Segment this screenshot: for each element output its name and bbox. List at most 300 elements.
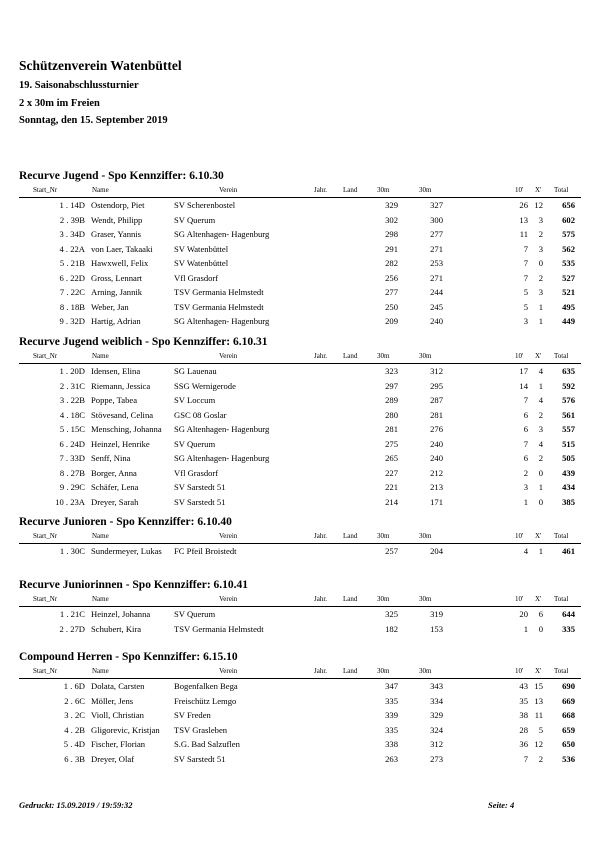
- row-tens-count: 7: [523, 243, 528, 254]
- row-club: Bogenfalken Bega: [174, 681, 238, 691]
- row-club: Vfl Grasdorf: [174, 467, 219, 478]
- column-header-r1: 30m: [377, 667, 390, 675]
- table-row: [19, 752, 581, 767]
- row-club: SG Altenhagen- Hagenburg: [174, 424, 270, 434]
- row-total-score: 521: [562, 287, 575, 297]
- row-total-score: 650: [562, 739, 575, 749]
- row-club: SV Sarstedt 51: [174, 753, 226, 764]
- row-club: SV Loccum: [174, 395, 216, 405]
- row-club: TSV Grasleben: [174, 724, 228, 735]
- row-tens-count: 20: [519, 609, 528, 619]
- column-header-jahr: Jahr.: [314, 186, 328, 194]
- event-title: 19. Saisonabschlussturnier: [19, 80, 139, 91]
- column-header-verein: Verein: [219, 667, 238, 675]
- row-round1-score: 335: [385, 695, 398, 706]
- row-tens-count: 6: [523, 453, 528, 463]
- row-club: SG Lauenau: [174, 366, 217, 376]
- table-row: [19, 737, 581, 752]
- row-club: FC Pfeil Broistedt: [174, 546, 237, 556]
- row-round1-score: 221: [385, 482, 398, 492]
- row-total-score: 505: [562, 453, 575, 463]
- row-tens-count: 43: [519, 681, 528, 691]
- table-row: [19, 227, 581, 242]
- row-round1-score: 282: [385, 258, 398, 268]
- row-round1-score: 250: [385, 301, 398, 312]
- row-name: von Laer, Takaaki: [91, 243, 153, 254]
- row-x-count: 3: [538, 243, 543, 254]
- section-title: Compound Herren - Spo Kennziffer: 6.15.10: [19, 651, 238, 663]
- row-name: Heinzel, Johanna: [91, 609, 151, 619]
- row-start-number: 8 . 18B: [59, 301, 85, 312]
- results-section: [19, 333, 581, 509]
- table-row: [19, 622, 581, 637]
- row-start-number: 5 . 15C: [59, 424, 85, 434]
- row-round2-score: 273: [430, 753, 443, 764]
- column-header-tens: 10': [515, 186, 524, 194]
- row-total-score: 561: [562, 409, 575, 420]
- column-header-start_nr: Start_Nr: [33, 352, 58, 360]
- row-x-count: 1: [538, 482, 543, 492]
- row-round2-score: 329: [430, 710, 443, 720]
- column-header-verein: Verein: [219, 532, 238, 540]
- row-round2-score: 300: [430, 214, 443, 225]
- row-round2-score: 245: [430, 301, 443, 312]
- row-round2-score: 319: [430, 609, 443, 619]
- row-x-count: 1: [538, 380, 543, 391]
- column-header-r1: 30m: [377, 186, 390, 194]
- table-row: [19, 213, 581, 228]
- row-round1-score: 298: [385, 229, 398, 239]
- table-row: [19, 480, 581, 495]
- row-round1-score: 297: [385, 380, 398, 391]
- column-header-land: Land: [343, 186, 358, 194]
- table-row: [19, 393, 581, 408]
- row-round1-score: 263: [385, 753, 398, 764]
- row-round1-score: 289: [385, 395, 398, 405]
- table-row: [19, 285, 581, 300]
- row-tens-count: 7: [523, 395, 528, 405]
- row-tens-count: 1: [523, 623, 528, 634]
- row-club: TSV Germania Helmstedt: [174, 287, 264, 297]
- row-x-count: 0: [538, 258, 543, 268]
- row-start-number: 2 . 39B: [59, 214, 85, 225]
- row-name: Stövesand, Celina: [91, 409, 154, 420]
- row-tens-count: 38: [519, 710, 528, 720]
- row-club: SV Scherenbostel: [174, 200, 236, 210]
- row-start-number: 1 . 30C: [59, 546, 85, 556]
- column-header-jahr: Jahr.: [314, 532, 328, 540]
- column-header-name: Name: [92, 186, 109, 194]
- row-total-score: 635: [562, 366, 575, 376]
- row-name: Sundermeyer, Lukas: [91, 546, 162, 556]
- row-total-score: 659: [562, 724, 575, 735]
- row-start-number: 6 . 22D: [59, 272, 85, 283]
- column-header-total: Total: [554, 186, 569, 194]
- row-start-number: 10 . 23A: [55, 496, 85, 507]
- row-name: Hartig, Adrian: [91, 316, 141, 326]
- row-tens-count: 1: [523, 496, 528, 507]
- row-tens-count: 6: [523, 409, 528, 420]
- row-start-number: 5 . 4D: [63, 739, 85, 749]
- row-name: Dreyer, Olaf: [91, 753, 135, 764]
- column-header-r2: 30m: [419, 595, 432, 603]
- row-total-score: 434: [562, 482, 575, 492]
- column-header-r2: 30m: [419, 532, 432, 540]
- row-name: Weber, Jan: [91, 301, 129, 312]
- row-total-score: 449: [562, 316, 575, 326]
- row-round2-score: 271: [430, 272, 443, 283]
- row-round1-score: 281: [385, 424, 398, 434]
- column-header-row: [19, 594, 581, 607]
- column-header-r2: 30m: [419, 352, 432, 360]
- row-round1-score: 323: [385, 366, 398, 376]
- row-name: Poppe, Tabea: [91, 395, 138, 405]
- row-total-score: 602: [562, 214, 575, 225]
- row-round1-score: 257: [385, 546, 398, 556]
- row-round1-score: 280: [385, 409, 398, 420]
- row-round2-score: 240: [430, 453, 443, 463]
- row-round2-score: 213: [430, 482, 443, 492]
- column-header-land: Land: [343, 595, 358, 603]
- column-header-total: Total: [554, 532, 569, 540]
- row-round2-score: 212: [430, 467, 443, 478]
- row-round1-score: 329: [385, 200, 398, 210]
- row-name: Gross, Lennart: [91, 272, 143, 283]
- row-round2-score: 276: [430, 424, 443, 434]
- row-start-number: 1 . 6D: [63, 681, 85, 691]
- row-total-score: 690: [562, 681, 575, 691]
- row-x-count: 0: [538, 496, 543, 507]
- row-start-number: 3 . 2C: [64, 710, 85, 720]
- row-name: Wendt, Philipp: [91, 214, 143, 225]
- row-total-score: 515: [562, 438, 575, 449]
- column-header-start_nr: Start_Nr: [33, 667, 58, 675]
- row-start-number: 3 . 34D: [59, 229, 85, 239]
- section-title: Recurve Juniorinnen - Spo Kennziffer: 6.10.41: [19, 579, 249, 591]
- table-row: [19, 466, 581, 481]
- row-round1-score: 325: [385, 609, 398, 619]
- column-header-r1: 30m: [377, 595, 390, 603]
- row-name: Ostendorp, Piet: [91, 200, 145, 210]
- row-name: Senff, Nina: [91, 453, 131, 463]
- row-name: Schubert, Kira: [91, 623, 142, 634]
- row-round1-score: 275: [385, 438, 398, 449]
- row-round2-score: 240: [430, 438, 443, 449]
- row-club: SV Watenbüttel: [174, 258, 229, 268]
- row-x-count: 1: [538, 546, 543, 556]
- column-header-x: X': [535, 532, 542, 540]
- row-club: SV Querum: [174, 609, 216, 619]
- printed-timestamp: Gedruckt: 15.09.2019 / 19:59:32: [19, 800, 133, 810]
- row-x-count: 4: [538, 438, 543, 449]
- row-x-count: 11: [534, 710, 543, 720]
- column-header-tens: 10': [515, 667, 524, 675]
- row-club: TSV Germania Helmstedt: [174, 623, 264, 634]
- column-header-name: Name: [92, 532, 109, 540]
- row-round1-score: 339: [385, 710, 398, 720]
- results-section: [19, 513, 581, 559]
- row-start-number: 4 . 2B: [64, 724, 85, 735]
- row-round1-score: 277: [385, 287, 398, 297]
- row-tens-count: 26: [519, 200, 528, 210]
- column-header-verein: Verein: [219, 352, 238, 360]
- row-x-count: 12: [534, 739, 543, 749]
- row-tens-count: 28: [519, 724, 528, 735]
- row-name: Dolata, Carsten: [91, 681, 145, 691]
- table-row: [19, 495, 581, 510]
- row-round2-score: 240: [430, 316, 443, 326]
- row-start-number: 6 . 24D: [59, 438, 85, 449]
- row-round1-score: 227: [385, 467, 398, 478]
- row-total-score: 536: [562, 753, 575, 764]
- row-start-number: 4 . 22A: [59, 243, 85, 254]
- row-total-score: 669: [562, 695, 575, 706]
- column-header-row: [19, 666, 581, 679]
- column-header-x: X': [535, 186, 542, 194]
- table-row: [19, 300, 581, 315]
- row-x-count: 3: [538, 214, 543, 225]
- table-row: [19, 314, 581, 329]
- column-header-jahr: Jahr.: [314, 352, 328, 360]
- row-name: Hawxwell, Felix: [91, 258, 149, 268]
- column-header-row: [19, 351, 581, 364]
- row-total-score: 644: [562, 609, 575, 619]
- row-tens-count: 17: [519, 366, 528, 376]
- row-total-score: 527: [562, 272, 575, 283]
- row-tens-count: 5: [523, 287, 528, 297]
- row-start-number: 8 . 27B: [59, 467, 85, 478]
- event-format: 2 x 30m im Freien: [19, 98, 100, 109]
- row-start-number: 3 . 22B: [59, 395, 85, 405]
- row-name: Schäfer, Lena: [91, 482, 139, 492]
- row-total-score: 592: [562, 380, 575, 391]
- column-header-land: Land: [343, 352, 358, 360]
- row-start-number: 1 . 20D: [59, 366, 85, 376]
- row-x-count: 4: [538, 366, 543, 376]
- row-round1-score: 214: [385, 496, 398, 507]
- row-x-count: 6: [538, 609, 543, 619]
- row-total-score: 576: [562, 395, 575, 405]
- row-name: Borger, Anna: [91, 467, 137, 478]
- column-header-r2: 30m: [419, 667, 432, 675]
- table-row: [19, 198, 581, 213]
- row-x-count: 2: [538, 453, 543, 463]
- row-round2-score: 343: [430, 681, 443, 691]
- row-total-score: 439: [562, 467, 575, 478]
- row-club: SV Freden: [174, 710, 211, 720]
- column-header-tens: 10': [515, 595, 524, 603]
- row-tens-count: 7: [523, 753, 528, 764]
- column-header-start_nr: Start_Nr: [33, 595, 58, 603]
- column-header-total: Total: [554, 667, 569, 675]
- row-round2-score: 153: [430, 623, 443, 634]
- table-row: [19, 723, 581, 738]
- row-total-score: 656: [562, 200, 575, 210]
- column-header-row: [19, 531, 581, 544]
- row-club: Vfl Grasdorf: [174, 272, 219, 283]
- row-x-count: 2: [538, 229, 543, 239]
- event-date: Sonntag, den 15. September 2019: [19, 115, 168, 126]
- row-round1-score: 291: [385, 243, 398, 254]
- row-x-count: 5: [538, 724, 543, 735]
- row-x-count: 2: [538, 753, 543, 764]
- column-header-verein: Verein: [219, 186, 238, 194]
- column-header-tens: 10': [515, 352, 524, 360]
- column-header-land: Land: [343, 667, 358, 675]
- row-tens-count: 4: [523, 546, 528, 556]
- row-total-score: 535: [562, 258, 575, 268]
- row-x-count: 12: [534, 200, 543, 210]
- row-start-number: 2 . 31C: [59, 380, 85, 391]
- row-round2-score: 281: [430, 409, 443, 420]
- row-club: SV Querum: [174, 438, 216, 449]
- row-club: SSG Wernigerode: [174, 380, 236, 391]
- row-round1-score: 338: [385, 739, 398, 749]
- table-row: [19, 256, 581, 271]
- row-start-number: 7 . 22C: [59, 287, 85, 297]
- row-name: Mensching, Johanna: [91, 424, 162, 434]
- row-club: Freischütz Lemgo: [174, 695, 237, 706]
- row-round1-score: 335: [385, 724, 398, 735]
- row-club: GSC 08 Goslar: [174, 409, 227, 420]
- row-x-count: 0: [538, 467, 543, 478]
- row-x-count: 1: [538, 316, 543, 326]
- row-x-count: 4: [538, 395, 543, 405]
- club-title: Schützenverein Watenbüttel: [19, 58, 182, 73]
- row-x-count: 1: [538, 301, 543, 312]
- row-name: Möller, Jens: [91, 695, 134, 706]
- row-tens-count: 5: [523, 301, 528, 312]
- row-club: SG Altenhagen- Hagenburg: [174, 453, 270, 463]
- row-name: Dreyer, Sarah: [91, 496, 139, 507]
- row-club: SV Watenbüttel: [174, 243, 229, 254]
- row-start-number: 5 . 21B: [59, 258, 85, 268]
- row-round2-score: 244: [430, 287, 443, 297]
- row-tens-count: 11: [519, 229, 528, 239]
- row-total-score: 461: [562, 546, 575, 556]
- row-club: S.G. Bad Salzuflen: [174, 739, 240, 749]
- row-start-number: 1 . 14D: [59, 200, 85, 210]
- row-name: Gligorevic, Kristjan: [91, 724, 160, 735]
- row-round2-score: 312: [430, 739, 443, 749]
- row-club: SG Altenhagen- Hagenburg: [174, 316, 270, 326]
- row-round2-score: 312: [430, 366, 443, 376]
- row-total-score: 668: [562, 710, 575, 720]
- row-name: Violl, Christian: [91, 710, 144, 720]
- row-tens-count: 3: [523, 482, 528, 492]
- row-tens-count: 13: [519, 214, 528, 225]
- results-section: [19, 576, 581, 636]
- table-row: [19, 451, 581, 466]
- row-tens-count: 7: [523, 258, 528, 268]
- row-round1-score: 265: [385, 453, 398, 463]
- column-header-total: Total: [554, 352, 569, 360]
- row-round2-score: 277: [430, 229, 443, 239]
- table-row: [19, 408, 581, 423]
- row-name: Idensen, Elina: [91, 366, 141, 376]
- column-header-x: X': [535, 667, 542, 675]
- row-total-score: 557: [562, 424, 575, 434]
- column-header-r2: 30m: [419, 186, 432, 194]
- row-x-count: 3: [538, 287, 543, 297]
- row-round2-score: 324: [430, 724, 443, 735]
- row-start-number: 9 . 32D: [59, 316, 85, 326]
- row-club: TSV Germania Helmstedt: [174, 301, 264, 312]
- row-tens-count: 36: [519, 739, 528, 749]
- row-round2-score: 171: [430, 496, 443, 507]
- row-x-count: 0: [538, 623, 543, 634]
- row-round2-score: 204: [430, 546, 443, 556]
- table-row: [19, 422, 581, 437]
- table-row: [19, 607, 581, 622]
- row-name: Arning, Jannik: [91, 287, 143, 297]
- page-number: Seite: 4: [488, 800, 515, 810]
- table-row: [19, 379, 581, 394]
- column-header-x: X': [535, 595, 542, 603]
- row-round1-score: 302: [385, 214, 398, 225]
- column-header-x: X': [535, 352, 542, 360]
- row-club: SV Querum: [174, 214, 216, 225]
- results-section: [19, 648, 581, 766]
- table-row: [19, 437, 581, 452]
- row-start-number: 9 . 29C: [59, 482, 85, 492]
- table-row: [19, 708, 581, 723]
- column-header-r1: 30m: [377, 532, 390, 540]
- row-round2-score: 334: [430, 695, 443, 706]
- table-row: [19, 364, 581, 379]
- row-tens-count: 6: [523, 424, 528, 434]
- column-header-jahr: Jahr.: [314, 667, 328, 675]
- row-total-score: 562: [562, 243, 575, 254]
- table-row: [19, 242, 581, 257]
- section-title: Recurve Jugend weiblich - Spo Kennziffer: 6.10.31: [19, 336, 268, 348]
- row-x-count: 3: [538, 424, 543, 434]
- row-club: SV Sarstedt 51: [174, 496, 226, 507]
- table-row: [19, 679, 581, 694]
- row-tens-count: 14: [519, 380, 528, 391]
- row-club: SG Altenhagen- Hagenburg: [174, 229, 270, 239]
- row-tens-count: 3: [523, 316, 528, 326]
- row-round2-score: 287: [430, 395, 443, 405]
- row-start-number: 2 . 27D: [59, 623, 85, 634]
- column-header-jahr: Jahr.: [314, 595, 328, 603]
- row-tens-count: 7: [523, 272, 528, 283]
- table-row: [19, 544, 581, 559]
- row-start-number: 6 . 3B: [64, 753, 85, 764]
- row-round2-score: 295: [430, 380, 443, 391]
- row-name: Heinzel, Henrike: [91, 438, 150, 449]
- column-header-name: Name: [92, 595, 109, 603]
- row-tens-count: 35: [519, 695, 528, 706]
- row-round1-score: 182: [385, 623, 398, 634]
- row-x-count: 13: [534, 695, 543, 706]
- section-title: Recurve Jugend - Spo Kennziffer: 6.10.30: [19, 170, 224, 182]
- table-row: [19, 271, 581, 286]
- row-total-score: 575: [562, 229, 575, 239]
- row-club: SV Sarstedt 51: [174, 482, 226, 492]
- column-header-name: Name: [92, 667, 109, 675]
- row-name: Graser, Yannis: [91, 229, 142, 239]
- row-round1-score: 209: [385, 316, 398, 326]
- row-start-number: 2 . 6C: [64, 695, 85, 706]
- row-start-number: 7 . 33D: [59, 453, 85, 463]
- results-section: [19, 167, 581, 329]
- row-round2-score: 327: [430, 200, 443, 210]
- row-tens-count: 2: [523, 467, 528, 478]
- column-header-tens: 10': [515, 532, 524, 540]
- column-header-row: [19, 185, 581, 198]
- row-total-score: 335: [562, 623, 575, 634]
